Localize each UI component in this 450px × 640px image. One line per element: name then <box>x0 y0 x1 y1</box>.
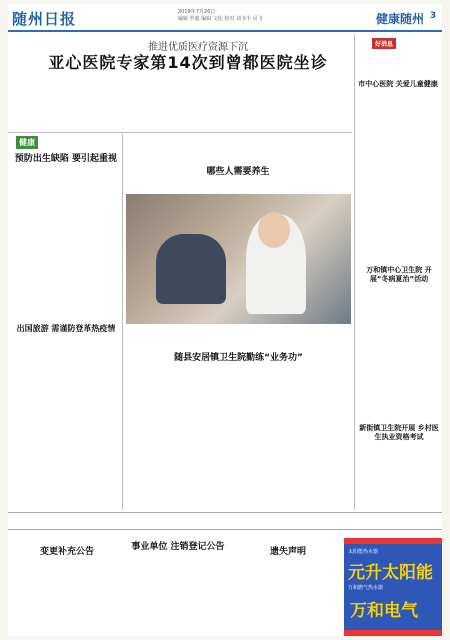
divider <box>8 132 352 133</box>
news-photo <box>126 194 351 324</box>
headline-left-b: 出国旅游 需谨防登革热疫情 <box>16 324 116 333</box>
notice-title-mid: 事业单位 注销登记公告 <box>131 542 225 552</box>
issue-date: 2019年7月26日 <box>178 9 216 15</box>
contact-band <box>8 512 442 530</box>
editor-credits: 编辑 罗毅 编辑 文松 校对 刘书丰 吴飞 <box>178 16 263 22</box>
right-mid-body <box>358 290 440 420</box>
left-a-body <box>12 180 120 304</box>
notice-title-right: 遗失声明 <box>269 547 306 557</box>
ad-brand-1: 元升太阳能 <box>348 563 433 583</box>
notice-title-left: 变更补充公告 <box>39 547 94 557</box>
lead-kicker: 推进优质医疗资源下沉 <box>148 42 248 53</box>
photo-figure <box>156 234 226 304</box>
advertisement <box>344 538 442 636</box>
lead-body-col2 <box>128 74 238 130</box>
center-low-col3 <box>278 366 350 506</box>
left-b-body <box>12 350 120 508</box>
notice-left-body <box>12 560 122 632</box>
column-rule-right <box>354 34 355 510</box>
lead-body-col3 <box>244 74 348 130</box>
ad-stripe <box>344 630 442 636</box>
notice-right-body <box>234 560 340 632</box>
center-low-col2 <box>202 366 272 506</box>
column-rule-left <box>122 134 123 510</box>
ad-subtitle-2: 万和燃气热水器 <box>348 585 384 591</box>
masthead-meta <box>178 9 263 23</box>
ad-brand-2: 万和电气 <box>350 601 418 621</box>
headline-right-top: 市中心医院 关爱儿童健康 <box>358 80 438 88</box>
center-body-col1 <box>126 180 236 192</box>
headline-right-low: 新街镇卫生院开展 乡村医生执业资格考试 <box>359 424 439 441</box>
page-number: 3 <box>429 11 437 21</box>
headline-center: 哪些人需要养生 <box>206 167 270 177</box>
newspaper-page <box>8 4 442 636</box>
tag-good-news: 好消息 <box>372 38 396 49</box>
headline-left-a: 预防出生缺陷 要引起重视 <box>14 154 118 164</box>
section-title: 健康随州 <box>375 12 424 26</box>
lead-headline: 亚心医院专家第14次到曾都医院坐诊 <box>48 53 328 72</box>
photo-figure <box>258 212 290 248</box>
masthead <box>8 4 442 32</box>
right-low-body <box>358 448 440 508</box>
notice-mid-body <box>128 568 228 632</box>
ad-stripe <box>344 538 442 544</box>
headline-center-low: 随县安居镇卫生院勤练“业务功” <box>174 353 303 363</box>
newspaper-logo: 随州日报 <box>12 10 77 28</box>
center-low-col1 <box>126 366 196 506</box>
ad-subtitle-1: 太阳能热水器 <box>348 549 379 555</box>
lead-body <box>12 74 122 130</box>
headline-right-mid: 万和镇中心卫生院 开展“冬病夏治”活动 <box>366 266 432 283</box>
center-body-col2 <box>240 180 350 192</box>
tag-health-tips: 健康 <box>16 136 38 149</box>
